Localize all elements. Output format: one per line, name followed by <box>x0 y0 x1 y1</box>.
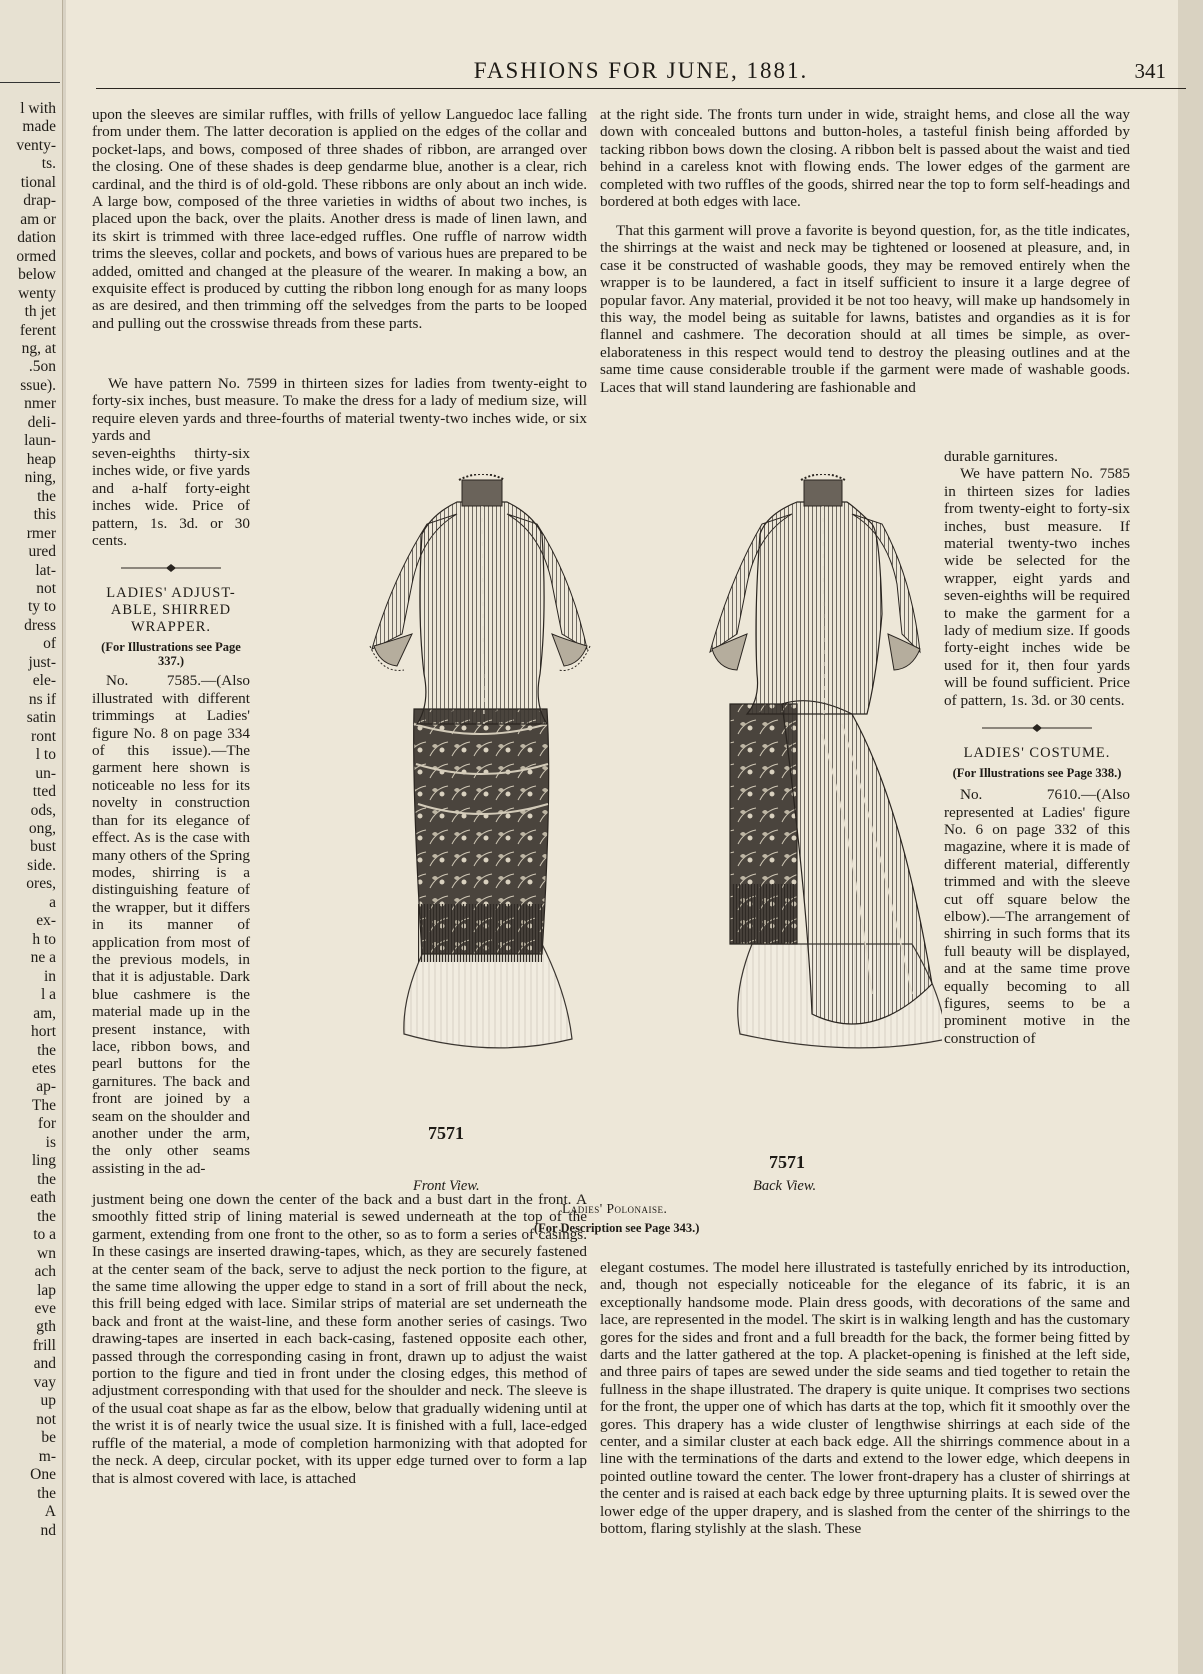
facing-page-fragment: lap <box>37 1281 56 1299</box>
back-view-number: 7571 <box>769 1152 805 1172</box>
section-divider-ornament <box>121 563 221 573</box>
facing-page-fragment: the <box>37 1207 56 1225</box>
facing-page-fragment: ele- <box>32 672 56 690</box>
right-pattern-paragraph: We have pattern No. 7585 in thirteen sizes for ladies from twenty-eight to forty-six inches, bust measure. If material twenty-two inches wide be selected for the wrapper, eight yards and seven-eighths will be required to make the garment for a lady of medium size. If goods forty-eight inches wide be used for it, then four yards will be found sufficient. Price of pattern, 1s. 3d. or 30 cents. <box>944 465 1130 709</box>
facing-page-fragment: ores, <box>26 875 56 893</box>
facing-page-fragment: th jet <box>24 303 56 321</box>
facing-page-fragment: laun- <box>24 432 56 450</box>
facing-page-fragment: for <box>37 1115 56 1133</box>
facing-page-fragment: the <box>37 1484 56 1502</box>
facing-page-fragment: l to <box>35 746 56 764</box>
facing-page-fragment: am or <box>20 210 56 228</box>
facing-page-fragment: wenty <box>18 284 56 302</box>
magazine-page <box>66 0 1190 1674</box>
page-header <box>96 58 1186 89</box>
facing-page-fragment: a <box>49 893 56 911</box>
facing-page-fragment: deli- <box>27 413 56 431</box>
facing-page-fragment: just- <box>28 653 56 671</box>
facing-page-fragment: dress <box>24 616 56 634</box>
facing-page-fragment: h to <box>32 930 56 948</box>
facing-page-fragment: dation <box>17 229 56 247</box>
facing-page-fragment: ex- <box>36 912 56 930</box>
facing-page-fragment: am, <box>33 1004 56 1022</box>
facing-page-fragment: ap- <box>36 1078 56 1096</box>
right-top-paragraph: at the right side. The fronts turn under in wide, straight hems, and close all the way down with concealed buttons and button-holes, a tasteful finish being afforded by tacking ribbon bows down the closing. A ribbon belt is passed about the waist and tied behind in a careless knot with flowing ends. The lower edges of the garment are completed with two ruffles of the goods, shirred near the top to form self-headings and bordered at both edges with lace. <box>600 106 1130 211</box>
right-narrow-column <box>944 448 1130 1047</box>
facing-page-fragment: ning, <box>24 469 56 487</box>
illustration-reference: (For Description see Page 343.) <box>534 1221 700 1235</box>
section-title-wrapper: LADIES' ADJUST-ABLE, SHIRRED WRAPPER. <box>106 585 236 636</box>
facing-page-fragment: below <box>18 266 56 284</box>
page-number: 341 <box>1134 59 1166 83</box>
facing-page-fragment: vay <box>33 1373 56 1391</box>
facing-page-fragment: satin <box>26 709 56 727</box>
right-bottom-paragraph: elegant costumes. The model here illustrated is tastefully enriched by its introduction, and, though not especially noticeable for the elegance of its fabric, it is an exceptionally handsome mode. Plain dress goods, with decorations of the same and lace, are represented in the model. The skirt is in walking length and has the customary gores for the sides and front and a full breadth for the back, the former being fitted by darts and the latter gathered at the top. A placket-opening is finished at the left side, and three pairs of tapes are sewed under the side seams and tied together to retain the fullness in the shape illustrated. The drapery is quite unique. It comprises two sections for the front, the upper one of which has darts at the top, which fit it smoothly over the gores. This drapery has a wide cluster of lengthwise shirrings at each side of the center, and a similar cluster at each back edge. All the shirrings commence about in a line with the terminations of the darts and extend to the lower edge, which deepens in pointed outline toward the center. The lower front-drapery has a cluster of shirrings at the center and is raised at each back edge by three upturning plaits. It is sewed over the lower edge of the upper drapery, and is slashed from the center of the shirrings to the bottom, flaring stylishly at the slash. These <box>600 1259 1130 1538</box>
facing-page-fragment: ach <box>34 1263 56 1281</box>
facing-page-fragment: One <box>30 1466 56 1484</box>
section-body-wrapper: No. 7585.—(Also illustrated with different trimmings at Ladies' figure No. 8 on page 334 of this issue).—The garment here shown is noticeable no less for its novelty in construction than for its elegance of effect. As is the case with many others of the Spring modes, shirring is a distinguishing feature of the wrapper, but it differs in its manner of application from most of the previous models, in that it is adjustable. Dark blue cashmere is the material made up in the present instance, with lace, ribbon bows, and pearl buttons for the garnitures. The back and front are joined by a seam on the shoulder and another under the arm, the only other seams assisting in the ad- <box>92 672 250 1177</box>
facing-page-fragment: the <box>37 1041 56 1059</box>
facing-page-fragment: this <box>33 506 56 524</box>
facing-page-fragment: to a <box>33 1226 56 1244</box>
right-favorite-tail: durable garnitures. <box>944 448 1058 465</box>
facing-page-fragment: the <box>37 1170 56 1188</box>
facing-page-fragment: gth <box>36 1318 56 1336</box>
facing-page-fragment: tted <box>32 783 56 801</box>
illustration-title: Ladies' Polonaise. <box>562 1201 668 1216</box>
section-ref-wrapper: (For Illustrations see Page 337.) <box>101 640 241 669</box>
facing-page-fragment: ods, <box>30 801 56 819</box>
left-pattern-tail: seven-eighths thirty-six inches wide, or five yards and a-half forty-eight inches wide. Price of pattern, 1s. 3d. or 30 cents. <box>92 445 250 550</box>
facing-page-fragment: ferent <box>19 321 56 339</box>
facing-page-fragment: eath <box>30 1189 56 1207</box>
facing-page-fragment: nmer <box>24 395 56 413</box>
left-narrow-column <box>92 445 250 1177</box>
facing-page-fragment: ng, at <box>21 340 56 357</box>
facing-page-fragment: made <box>22 118 56 136</box>
facing-page-fragment: bust <box>30 838 56 856</box>
section-ref-costume: (For Illustrations see Page 338.) <box>952 766 1122 781</box>
facing-page-fragment: un- <box>35 764 56 782</box>
facing-page-fragment: be <box>41 1429 56 1447</box>
right-favorite-paragraph: That this garment will prove a favorite is beyond question, for, as the title indicates, the shirrings at the waist and neck may be tightened or loosened at pleasure, and, in case it be constructed of washable goods, they may be removed entirely when the wrapper is to be laundered, a fact in itself sufficient to insure it a large degree of popular favor. Any material, provided it be not too heavy, will make up handsomely in this way, the model being as suitable for lawns, batistes and organdies as it is for flannel and cashmere. The decoration should at all times be simple, as over-elaborateness in this respect would tend to destroy the pleasing outlines and at the same time cause considerable trouble if the garment were made of washable goods. Laces that will stand laundering are fashionable and <box>600 222 1130 396</box>
page-title: FASHIONS FOR JUNE, 1881. <box>473 58 809 83</box>
facing-page-fragment: tional <box>20 173 56 191</box>
section-body-costume: No. 7610.—(Also represented at Ladies' figure No. 6 on page 332 of this magazine, where it is made of different material, differently trimmed and with the sleeve cut off square below the elbow).—The arrangement of shirring in such forms that its full beauty will be displayed, and at the same time prove equally becoming to all figures, seems to be a prominent motive in the construction of <box>944 786 1130 1047</box>
facing-page-fragment: hort <box>31 1023 56 1041</box>
facing-page-fragment: m- <box>38 1447 56 1465</box>
facing-page-fragment: ssue). <box>20 376 56 394</box>
facing-page-edge <box>0 0 63 1674</box>
facing-page-fragment: drap- <box>23 192 56 210</box>
facing-page-fragment: in <box>43 967 56 985</box>
facing-page-fragment: rmer <box>26 524 56 542</box>
facing-page-fragment: frill <box>32 1336 56 1354</box>
facing-page-fragment: l with <box>20 100 56 117</box>
facing-page-fragment: .5on <box>28 358 56 376</box>
facing-page-fragment: and <box>33 1355 56 1373</box>
front-view-caption: Front View. <box>413 1178 480 1194</box>
section-title-costume: LADIES' COSTUME. <box>963 745 1111 762</box>
facing-page-fragment: the <box>37 487 56 505</box>
facing-page-fragment: wn <box>37 1244 56 1262</box>
front-view-figure <box>370 474 590 1048</box>
facing-page-fragment: ong, <box>28 820 56 837</box>
facing-page-fragment: up <box>40 1392 56 1410</box>
facing-page-fragment: ts. <box>41 155 56 173</box>
facing-page-fragment: ured <box>28 543 56 561</box>
left-top-paragraph: upon the sleeves are similar ruffles, with frills of yellow Languedoc lace falling from under them. The latter decoration is applied on the edges of the collar and pocket-laps, and bows, composed of three shades of ribbon, are arranged over the closing. One of these shades is deep gendarme blue, another is a clear, rich cardinal, and the third is of old-gold. These ribbons are only about an inch wide. A large bow, composed of the three varieties in widths of about two inches, is placed upon the back, over the plaits. Another dress is made of linen lawn, and its skirt is trimmed with three lace-edged ruffles. One ruffle of narrow width trims the sleeves, collar and pockets, and bows of various hues are prepared to be added, omitted and changed at the pleasure of the wearer. In making a bow, an exquisite effect is produced by cutting the ribbon long enough for as many loops as are desired, and then trimming off the selvedges from the parts to be looped and pulling out the crosswise threads from these parts. <box>92 106 587 332</box>
back-view-figure <box>710 474 942 1048</box>
facing-page-fragment: l a <box>40 986 56 1004</box>
facing-page-fragment: ront <box>31 727 56 745</box>
facing-page-fragment: of <box>43 635 56 653</box>
facing-page-rule <box>0 82 60 83</box>
facing-page-fragment: etes <box>31 1060 56 1077</box>
facing-page-fragment: venty- <box>16 136 56 154</box>
left-bottom-paragraph: justment being one down the center of the back and a bust dart in the front. A smoothly fitted strip of lining material is sewed underneath at the top of the garment, extending from one front to the other, so as to form a series of casings. In these casings are inserted drawing-tapes, which, as they are securely fastened at the center seam of the back, serve to adjust the neck portion to the figure, at the same time allowing the upper edge to stand in a sort of frill about the neck, this frill being edged with lace. Similar strips of material are set underneath the back and front at the waist-line, and these form another series of casings. Two drawing-tapes are inserted in each back-casing, fastened opposite each other, passed through the corresponding casing in front, drawn up to adjust the waist portion to the figure and tied in front under the closing edges, this method of adjustment corresponding with that used for the shoulder and neck. The sleeve is of the usual coat shape as far as the elbow, below that gradually widening until at the wrist it is of nearly twice the usual size. It is finished with a full, lace-edged ruffle of the material, a mode of completion harmonizing with that adopted for the neck. A deep, circular pocket, with its upper edge turned over to form a lap that is almost covered with lace, is attached <box>92 1191 587 1487</box>
page-edge <box>1178 0 1200 1674</box>
facing-page-fragment: nd <box>40 1521 56 1539</box>
front-view-number: 7571 <box>428 1123 464 1143</box>
polonaise-illustration <box>252 474 942 1174</box>
facing-page-fragment: not <box>36 580 56 597</box>
facing-page-fragment: The <box>31 1096 56 1114</box>
facing-page-fragment: is <box>45 1133 56 1151</box>
facing-page-fragment: heap <box>26 450 56 468</box>
facing-page-fragment: eve <box>34 1300 56 1317</box>
facing-page-fragment: ty to <box>28 598 56 616</box>
facing-page-fragment: not <box>36 1410 56 1428</box>
facing-page-fragment: lat- <box>35 561 56 579</box>
facing-page-fragment: side. <box>27 856 56 874</box>
facing-page-fragment: ns if <box>28 690 56 708</box>
facing-page-fragment: ne a <box>30 949 56 967</box>
section-divider-ornament-right <box>982 723 1092 733</box>
back-view-caption: Back View. <box>753 1178 817 1194</box>
facing-page-fragment: ormed <box>16 247 56 265</box>
left-pattern-paragraph: We have pattern No. 7599 in thirteen sizes for ladies from twenty-eight to forty-six inches, bust measure. To make the dress for a lady of medium size, will require eleven yards and three-fourths of material twenty-two inches wide, or six yards and <box>92 375 587 445</box>
facing-page-fragment: A <box>44 1503 56 1521</box>
facing-page-fragment: ling <box>31 1152 56 1170</box>
